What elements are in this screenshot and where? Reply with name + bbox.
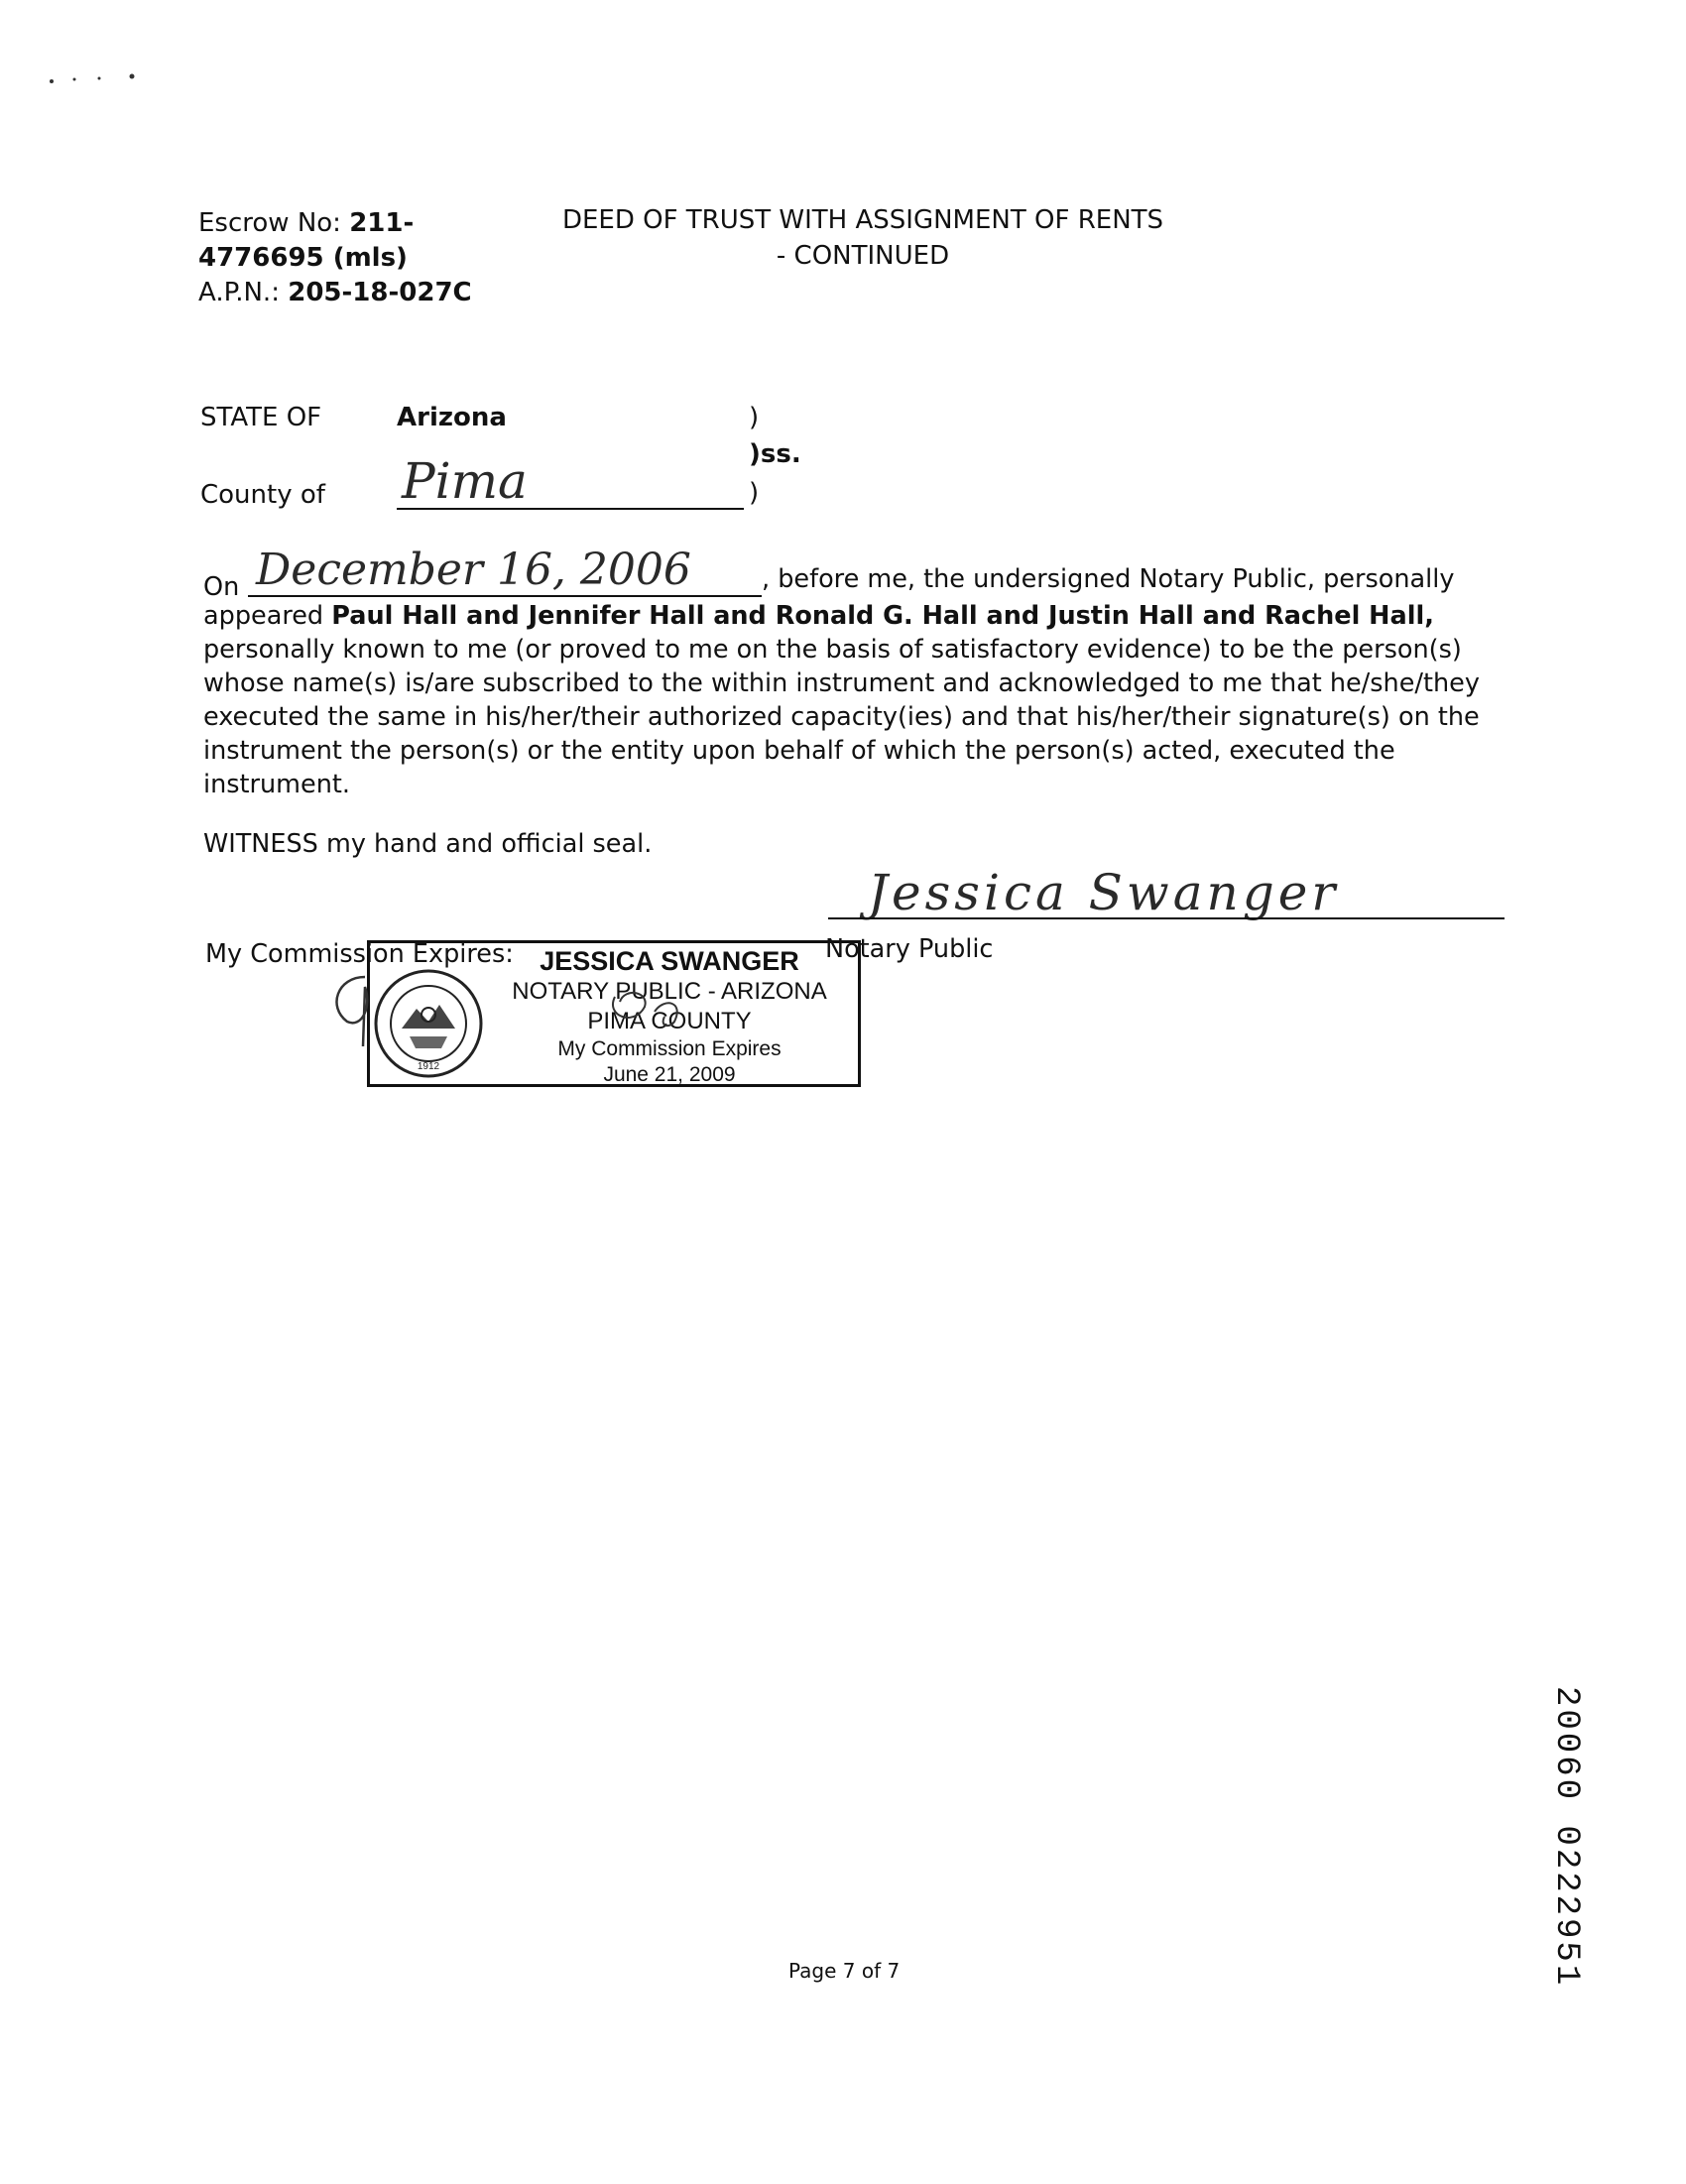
document-title (536, 202, 1190, 274)
seal-year: 1912 (417, 1061, 440, 1072)
witness-line: WITNESS my hand and official seal. (203, 829, 653, 859)
scan-specks (40, 69, 149, 89)
escrow-label: Escrow No: (198, 208, 341, 238)
ack-line3: personally known to me (or proved to me on the basis of satisfactory evidence) to be the person(s) (203, 635, 1462, 665)
paren-1: ) (749, 403, 760, 432)
title-line2: - CONTINUED (776, 241, 950, 271)
stamp-expires-label: My Commission Expires (557, 1037, 782, 1060)
signature-line (828, 917, 1505, 919)
escrow-number-line1 (198, 206, 414, 241)
ack-line5: executed the same in his/her/their authorized capacity(ies) and that his/her/their signature(s) on the (203, 702, 1480, 732)
appeared-names: Paul Hall and Jennifer Hall and Ronald G. Hall and Justin Hall and Rachel Hall, (331, 601, 1434, 631)
commission-expires-label: My Commission Expires: (205, 939, 514, 969)
stamp-county: PIMA COUNTY (587, 1008, 752, 1034)
ack-line7: instrument. (203, 770, 350, 799)
date-handwritten: December 16, 2006 (256, 545, 691, 595)
recording-number-vertical: 20060 0222951 (1547, 1686, 1585, 1989)
ack-line1-rest: , before me, the undersigned Notary Public, personally (762, 564, 1455, 594)
ack-line4: whose name(s) is/are subscribed to the within instrument and acknowledged to me that he/she/they (203, 668, 1480, 698)
date-underline (248, 595, 762, 597)
paren-3: ) (749, 478, 760, 508)
appeared-label: appeared (203, 601, 324, 631)
stamp-title: NOTARY PUBLIC - ARIZONA (512, 978, 827, 1005)
county-handwritten: Pima (402, 452, 528, 510)
county-underline (397, 508, 744, 510)
notary-public-label: Notary Public (825, 934, 994, 964)
state-value: Arizona (397, 403, 507, 432)
on-label: On (203, 572, 240, 602)
apn-value: 205-18-027C (288, 278, 472, 307)
paren-ss: )ss. (749, 439, 801, 469)
ack-line2 (203, 599, 1434, 633)
apn-label: A.P.N.: (198, 278, 280, 307)
page-number: Page 7 of 7 (788, 1959, 901, 1983)
state-label: STATE OF (200, 403, 322, 432)
title-line1: DEED OF TRUST WITH ASSIGNMENT OF RENTS (561, 205, 1164, 235)
handwritten-date-scribble (317, 967, 734, 1056)
apn-line (198, 276, 472, 310)
escrow-number-part1: 211- (349, 208, 415, 238)
escrow-number-part2: 4776695 (mls) (198, 243, 408, 273)
ack-line6: instrument the person(s) or the entity upon behalf of which the person(s) acted, executed the (203, 736, 1395, 766)
stamp-name: JESSICA SWANGER (540, 946, 799, 976)
stamp-expires-date: June 21, 2009 (603, 1063, 736, 1086)
county-label: County of (200, 480, 325, 510)
notary-signature: Jessica Swanger (868, 864, 1340, 921)
